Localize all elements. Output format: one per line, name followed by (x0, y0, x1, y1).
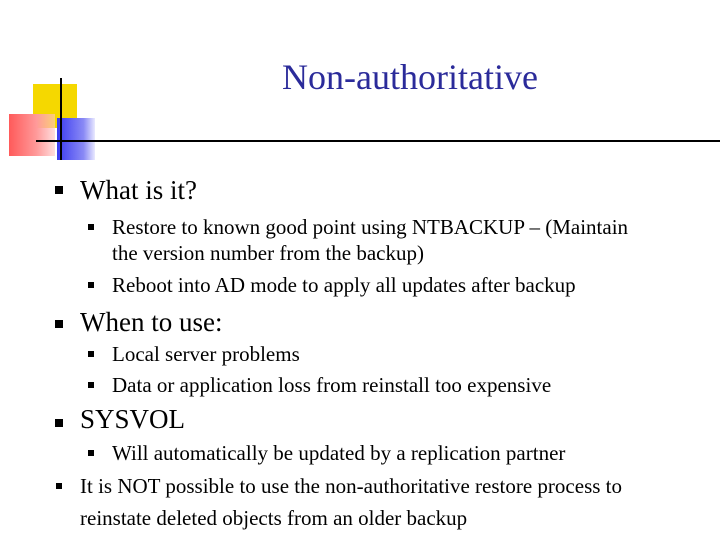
list-item-sysvol: SYSVOL (80, 404, 186, 434)
logo-blue-square (57, 118, 95, 160)
list-item-what-is-it: What is it? (80, 175, 197, 205)
bullet-icon (56, 483, 62, 489)
list-item-not-possible-line-1: It is NOT possible to use the non-authoritative restore process to (80, 474, 623, 498)
slide-title: Non-authoritative (282, 57, 538, 97)
list-item-when-to-use: When to use: (80, 307, 223, 337)
sub-item-local-server: Local server problems (112, 342, 300, 366)
slide-logo (0, 0, 100, 170)
bullet-icon (55, 186, 63, 194)
logo-vertical-line (60, 78, 62, 160)
list-item-not-possible-line-2: reinstate deleted objects from an older backup (80, 506, 468, 530)
bullet-icon (55, 419, 63, 427)
sub-item-replication: Will automatically be updated by a replication partner (112, 441, 566, 465)
sub-item-reboot: Reboot into AD mode to apply all updates after backup (112, 273, 576, 297)
bullet-icon (88, 450, 94, 456)
bullet-icon (88, 382, 94, 388)
bullet-icon (88, 351, 94, 357)
bullet-icon (88, 224, 94, 230)
bullet-icon (55, 320, 63, 328)
bullet-icon (88, 282, 94, 288)
sub-item-restore-line-2: the version number from the backup) (112, 241, 424, 265)
sub-item-restore-line-1: Restore to known good point using NTBACKUP – (Maintain (112, 215, 629, 239)
sub-item-data-loss: Data or application loss from reinstall too expensive (112, 373, 552, 397)
logo-red-square (9, 114, 55, 156)
title-divider (42, 140, 720, 142)
